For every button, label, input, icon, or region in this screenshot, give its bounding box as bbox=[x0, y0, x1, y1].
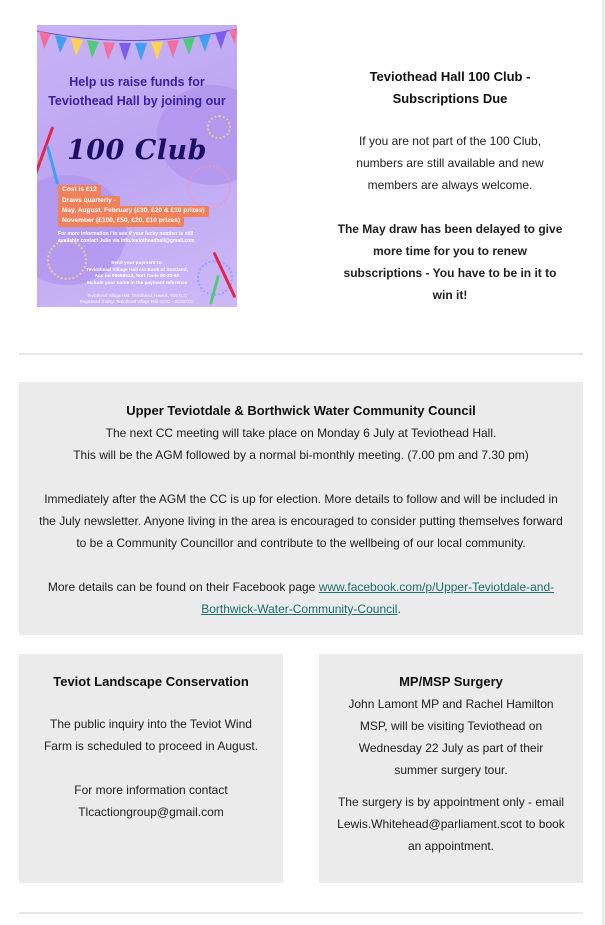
flyer-headline: Help us raise funds for Teviothead Hall by joining our bbox=[48, 75, 226, 108]
text-line: numbers are still available and new bbox=[356, 156, 544, 170]
flyer-info-line: For more information / to see if your lucky number is still bbox=[58, 231, 194, 237]
flyer-pay-line: Include your name in the payment reference bbox=[86, 280, 188, 286]
msp-appointment-paragraph bbox=[319, 791, 583, 857]
flyer-payment-info bbox=[37, 261, 237, 287]
msp-visit-paragraph bbox=[319, 693, 583, 781]
flyer-pay-line: Send your payment to: bbox=[111, 261, 163, 266]
cc-facebook-paragraph bbox=[19, 576, 583, 620]
title-line: Subscriptions Due bbox=[392, 91, 508, 106]
community-council-panel bbox=[19, 382, 583, 635]
text-line: to be a Community Councillor and contribute to the wellbeing of our local community. bbox=[76, 536, 526, 550]
text-line: MSP, will be visiting Teviothead on bbox=[359, 719, 543, 733]
flyer-foot-line: Registered charity: Teviothead Village Hall SC0D - SC037237 bbox=[79, 298, 195, 304]
hundred-club-paragraph bbox=[330, 130, 570, 196]
firework-icon bbox=[187, 165, 231, 209]
flyer-info-line: available contact Julie via info.teviotheadhall@gmail.com bbox=[58, 238, 195, 244]
text-line: The public inquiry into the Teviot Wind bbox=[50, 717, 252, 731]
flyer-draws-november: November (£100, £50, £20, £10 prizes) bbox=[58, 216, 184, 227]
text-line: subscriptions - You have to be in it to bbox=[343, 266, 557, 280]
contact-email: Lewis.Whitehead@parliament.scot to book bbox=[337, 817, 565, 831]
text-line: The May draw has been delayed to give bbox=[337, 222, 563, 236]
text-line: John Lamont MP and Rachel Hamilton bbox=[348, 697, 554, 711]
title-line: Teviothead Hall 100 Club - bbox=[369, 69, 531, 84]
text-line: members are always welcome. bbox=[367, 178, 533, 192]
hundred-club-draw-notice bbox=[330, 218, 570, 306]
link-text[interactable]: www.facebook.com/p/Upper-Teviotdale-and- bbox=[318, 580, 555, 594]
flyer-draws-months: May, August, February (£30, £20 & £10 prizes) bbox=[58, 206, 209, 217]
cc-agm-line: This will be the AGM followed by a normal bi-monthly meeting. (7.00 pm and 7.30 pm) bbox=[73, 448, 529, 462]
text-line: Immediately after the AGM the CC is up for election. More details to follow and will be included in bbox=[44, 492, 558, 506]
text-line: For more information contact bbox=[74, 783, 228, 797]
flyer-foot-line: Teviothead Village Hall, Teviothead, Hawick, TD9 0LG bbox=[87, 293, 187, 298]
cc-election-paragraph bbox=[19, 488, 583, 554]
teviot-contact-paragraph bbox=[19, 779, 283, 823]
text-line: If you are not part of the 100 Club, bbox=[358, 134, 542, 148]
text-line: . bbox=[397, 602, 401, 616]
hundred-club-flyer-image bbox=[37, 25, 237, 307]
text-line: an appointment. bbox=[407, 839, 495, 853]
msp-surgery-panel bbox=[319, 654, 583, 883]
bunting-icon bbox=[37, 25, 237, 75]
hundred-club-article bbox=[330, 66, 570, 306]
section-divider bbox=[19, 353, 583, 355]
text-line: more time for you to renew bbox=[372, 244, 528, 258]
text-line: Farm is scheduled to proceed in August. bbox=[43, 739, 259, 753]
flyer-footer bbox=[37, 293, 237, 304]
flyer-contact-info bbox=[58, 231, 228, 245]
flyer-club-name: 100 Club bbox=[66, 135, 207, 166]
flyer-pay-line: Acc no 06658532, Sort Code 80-22-60 bbox=[94, 274, 180, 279]
contact-email: Tlcactiongroup@gmail.com bbox=[78, 805, 224, 819]
flyer-pay-line: Teviothead Village Hall c/o Bank of Scotland, bbox=[86, 267, 188, 273]
flyer-draws: Draws quarterly - bbox=[58, 196, 120, 207]
teviot-landscape-title: Teviot Landscape Conservation bbox=[53, 674, 249, 689]
cc-meeting-line: The next CC meeting will take place on Monday 6 July at Teviothead Hall. bbox=[105, 426, 497, 440]
text-line: The surgery is by appointment only - email bbox=[337, 795, 565, 809]
text-line: Wednesday 22 July as part of their bbox=[358, 741, 544, 755]
teviot-landscape-panel bbox=[19, 654, 283, 883]
section-divider bbox=[19, 912, 583, 914]
hundred-club-title bbox=[330, 66, 570, 110]
teviot-inquiry-paragraph bbox=[19, 713, 283, 757]
text-line: the July newsletter. Anyone living in the area is encouraged to consider putting themselves forward bbox=[39, 514, 563, 528]
text-line: win it! bbox=[432, 288, 468, 302]
flyer-cost: Cost is £12 bbox=[58, 185, 101, 196]
community-council-title: Upper Teviotdale & Borthwick Water Community Council bbox=[126, 403, 476, 418]
text-line: summer surgery tour. bbox=[394, 763, 508, 777]
link-text[interactable]: Borthwick-Water-Community-Council bbox=[201, 602, 398, 616]
text-line: More details can be found on their Facebook page bbox=[47, 580, 319, 594]
msp-surgery-title: MP/MSP Surgery bbox=[399, 674, 503, 689]
